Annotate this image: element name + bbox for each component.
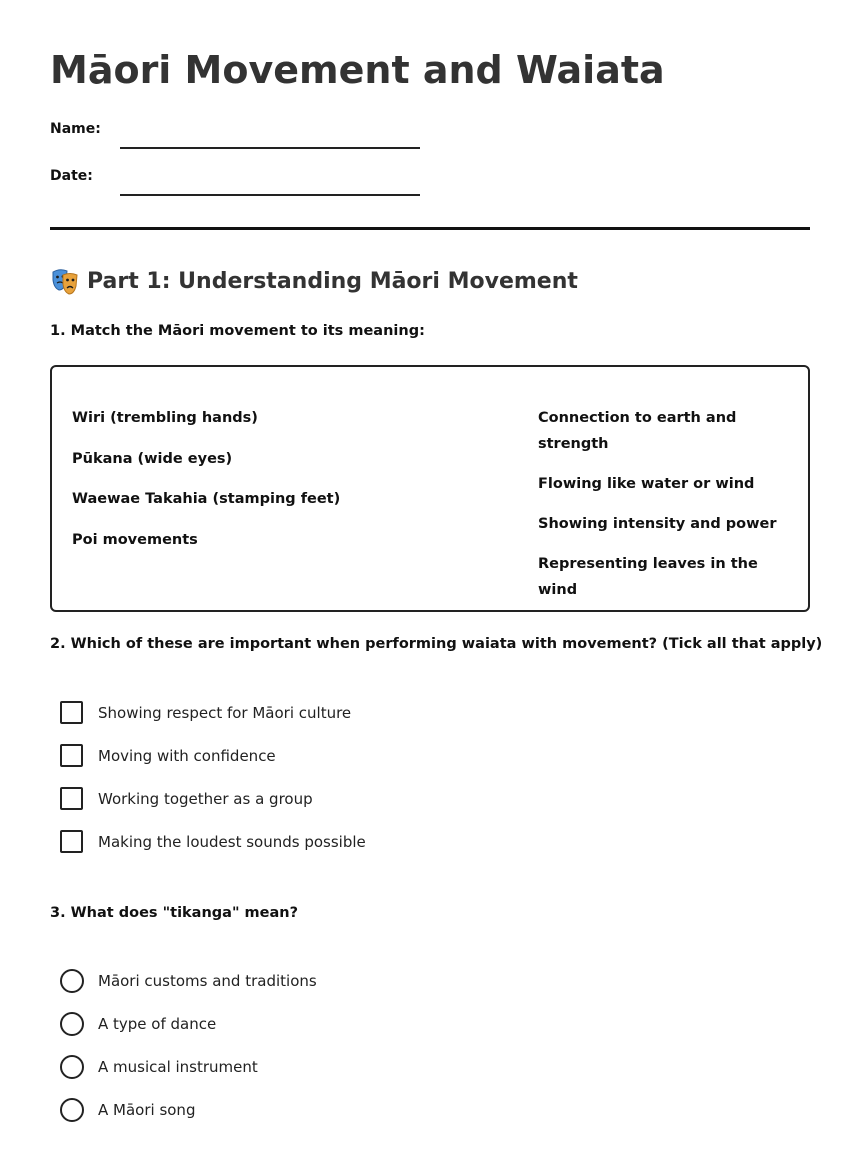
checkbox[interactable] bbox=[60, 830, 83, 853]
meaning-item[interactable]: Connection to earth and strength bbox=[538, 410, 737, 452]
movement-item[interactable]: Poi movements bbox=[72, 531, 198, 548]
date-label: Date: bbox=[50, 168, 93, 184]
movements-column bbox=[72, 405, 492, 567]
meaning-item[interactable]: Showing intensity and power bbox=[538, 516, 777, 532]
checkbox[interactable] bbox=[60, 744, 83, 767]
checkbox-option[interactable] bbox=[60, 777, 366, 820]
option-label: Working together as a group bbox=[98, 789, 313, 808]
movement-item[interactable]: Waewae Takahia (stamping feet) bbox=[72, 491, 341, 507]
name-line[interactable] bbox=[120, 147, 420, 149]
radio-button[interactable] bbox=[60, 1012, 84, 1036]
checkbox[interactable] bbox=[60, 701, 83, 724]
meaning-item[interactable]: Flowing like water or wind bbox=[538, 476, 755, 492]
option-label: Moving with confidence bbox=[98, 746, 276, 765]
worksheet-title: Māori Movement and Waiata bbox=[50, 48, 665, 92]
radio-button[interactable] bbox=[60, 1055, 84, 1079]
meanings-column bbox=[538, 405, 793, 617]
part1-heading bbox=[50, 266, 578, 296]
option-label: A Māori song bbox=[98, 1100, 196, 1119]
part1-heading-text: Part 1: Understanding Māori Movement bbox=[87, 268, 578, 294]
question-2-options bbox=[60, 691, 366, 863]
date-line[interactable] bbox=[120, 194, 420, 196]
radio-option[interactable] bbox=[60, 1002, 317, 1045]
option-label: A type of dance bbox=[98, 1014, 217, 1033]
question-3-prompt: 3. What does "tikanga" mean? bbox=[50, 905, 299, 921]
movement-item[interactable]: Wiri (trembling hands) bbox=[72, 410, 258, 426]
radio-option[interactable] bbox=[60, 1045, 317, 1088]
meaning-item[interactable]: Representing leaves in the wind bbox=[538, 556, 758, 598]
question-3-options bbox=[60, 959, 317, 1131]
option-label: Showing respect for Māori culture bbox=[98, 703, 352, 722]
header-divider bbox=[50, 227, 810, 230]
date-field bbox=[50, 168, 420, 184]
checkbox[interactable] bbox=[60, 787, 83, 810]
radio-option[interactable] bbox=[60, 1088, 317, 1131]
checkbox-option[interactable] bbox=[60, 734, 366, 777]
radio-button[interactable] bbox=[60, 1098, 84, 1122]
matching-box bbox=[50, 365, 810, 612]
checkbox-option[interactable] bbox=[60, 820, 366, 863]
option-label: A musical instrument bbox=[98, 1057, 258, 1076]
name-field bbox=[50, 121, 420, 137]
checkbox-option[interactable] bbox=[60, 691, 366, 734]
radio-option[interactable] bbox=[60, 959, 317, 1002]
name-label: Name: bbox=[50, 121, 101, 137]
radio-button[interactable] bbox=[60, 969, 84, 993]
performing-arts-masks-icon bbox=[50, 266, 80, 296]
question-2-prompt: 2. Which of these are important when performing waiata with movement? (Tick all that apply) bbox=[50, 636, 823, 652]
question-1-prompt: 1. Match the Māori movement to its meaning: bbox=[50, 323, 425, 339]
movement-item[interactable]: Pūkana (wide eyes) bbox=[72, 450, 233, 467]
option-label: Making the loudest sounds possible bbox=[98, 832, 366, 851]
option-label: Māori customs and traditions bbox=[98, 971, 317, 990]
